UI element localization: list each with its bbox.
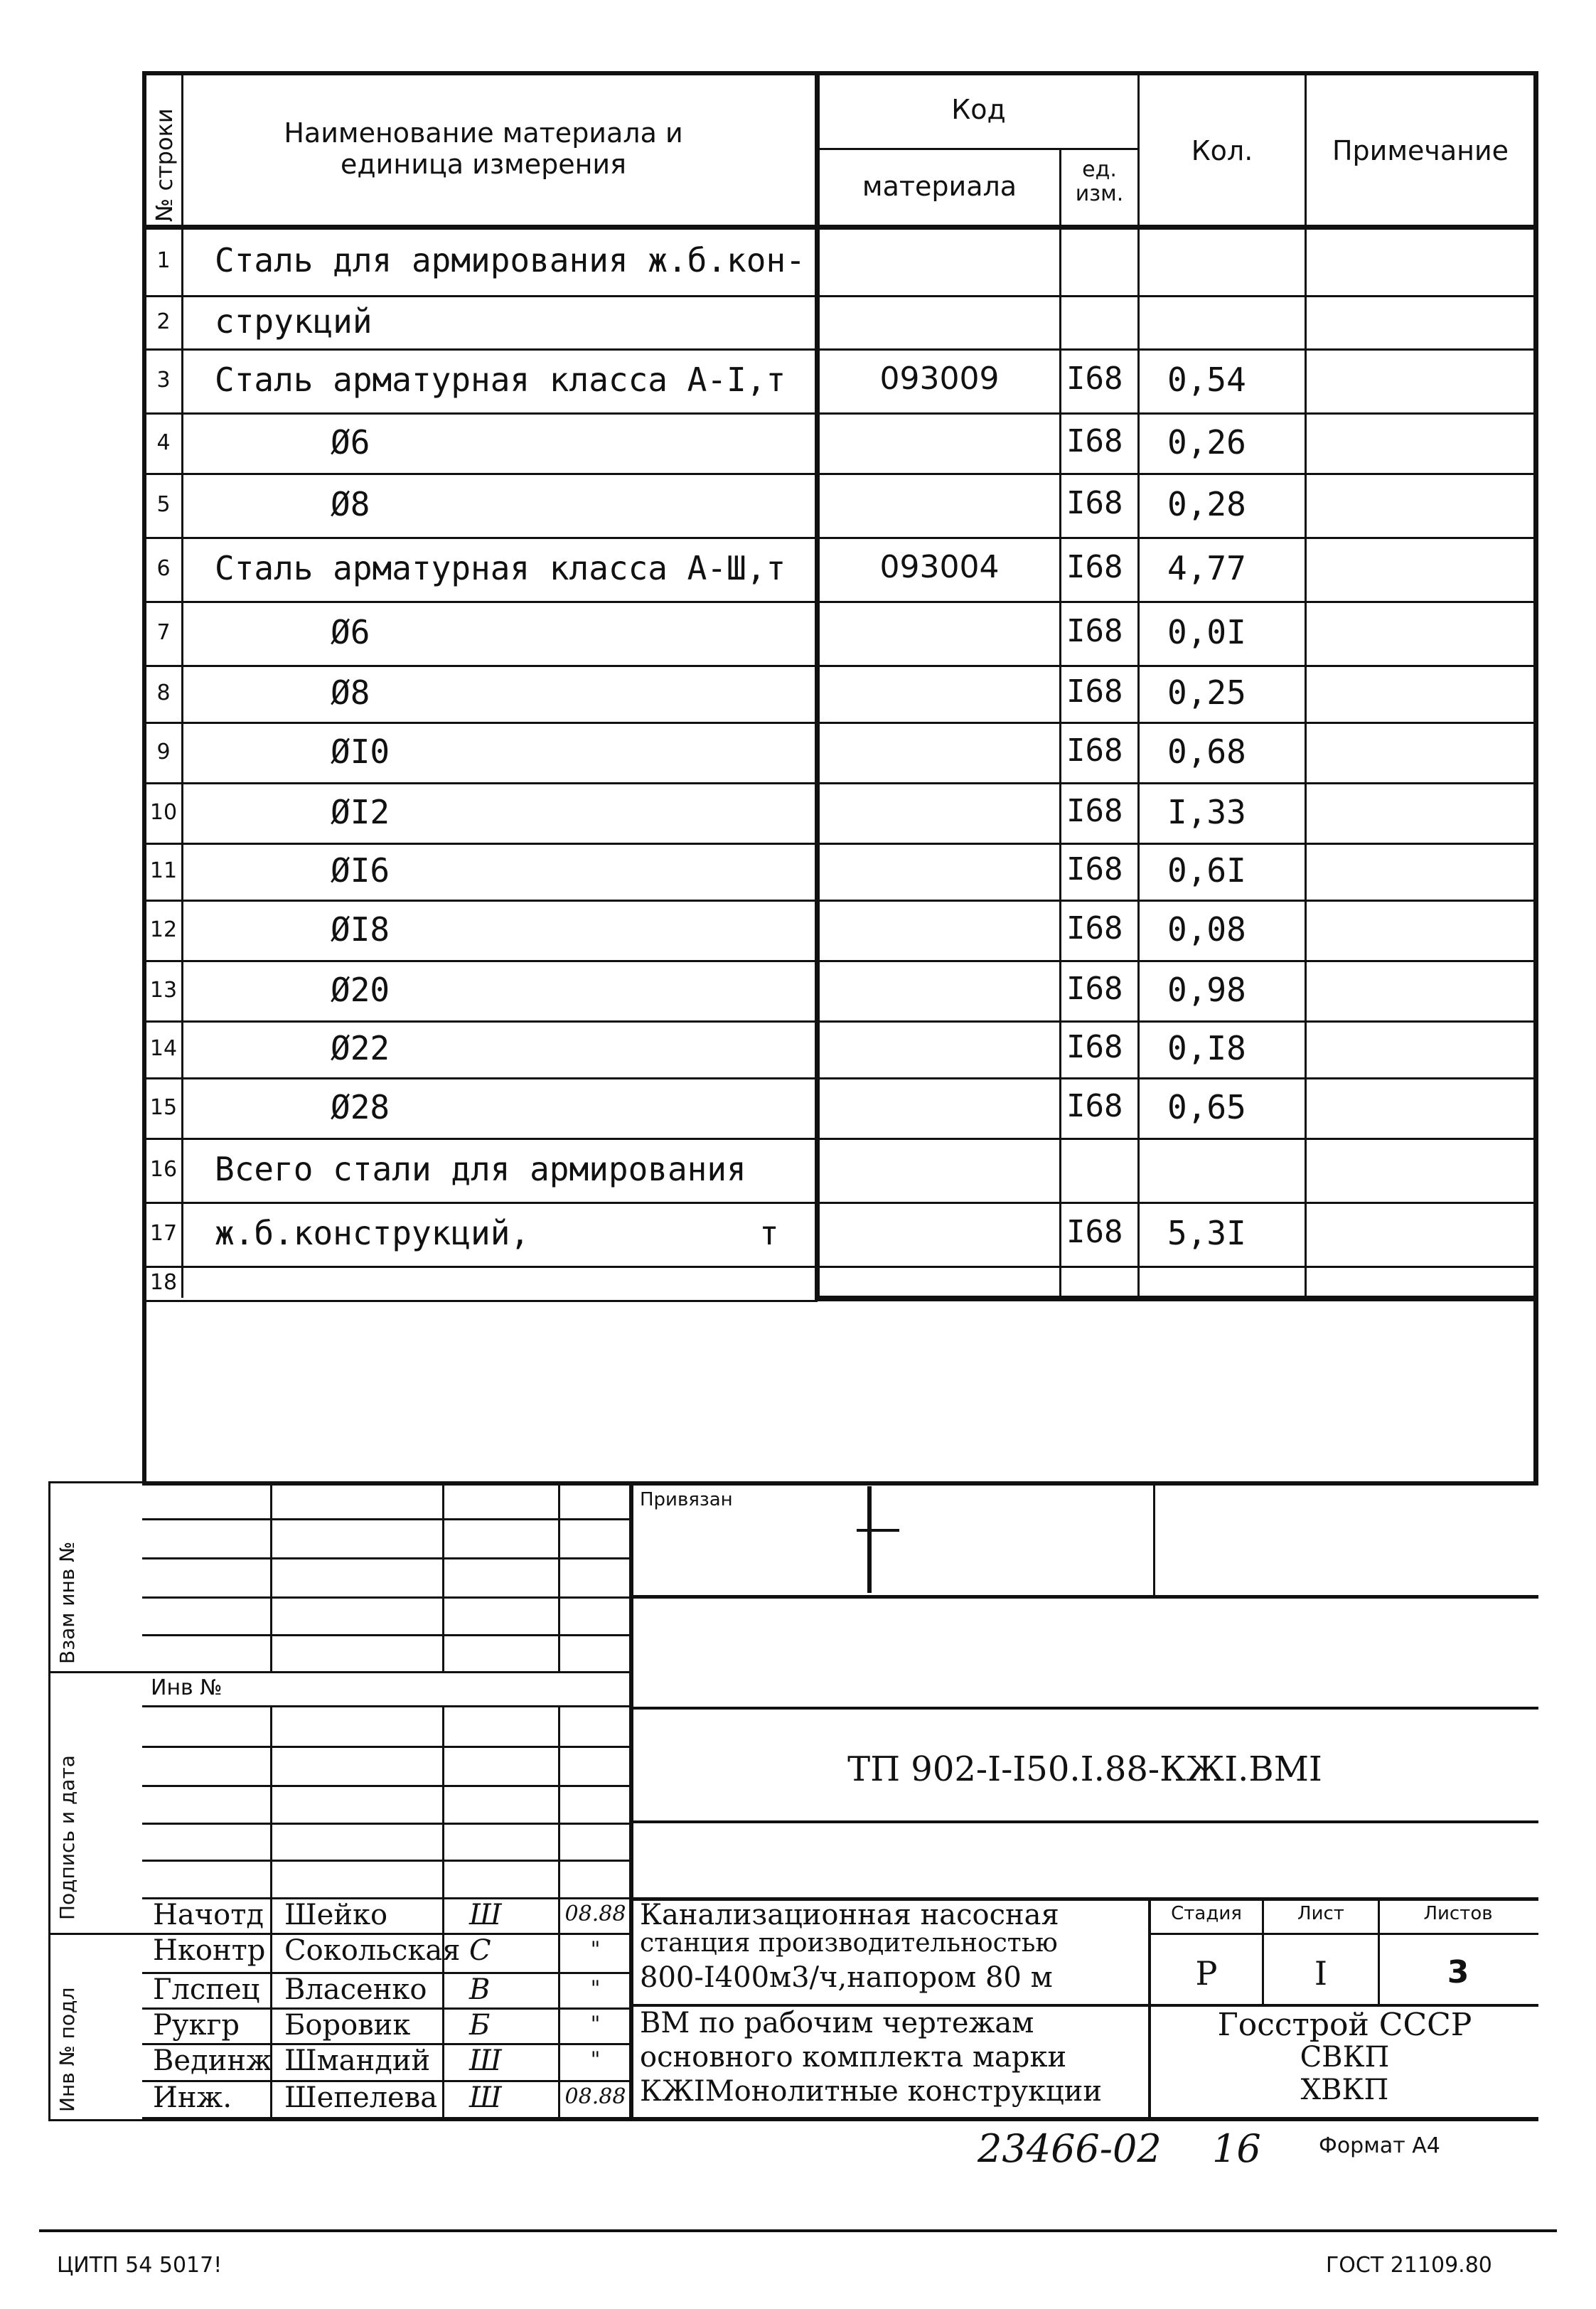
unit-code: I68: [1066, 673, 1123, 710]
signature: Б: [469, 2009, 491, 2042]
unit-code: I68: [1066, 793, 1123, 829]
signatory-role: Инж.: [153, 2081, 232, 2114]
material-name: ØI6: [331, 851, 390, 890]
org-line2: СВКП: [1300, 2041, 1390, 2074]
signature-date: 08.88: [564, 2084, 626, 2109]
header-name-line2: единица измерения: [341, 149, 626, 180]
material-code: 093004: [879, 549, 1000, 585]
quantity: 0,28: [1167, 485, 1246, 523]
signature-date: ": [590, 1937, 601, 1962]
quantity: 0,0I: [1167, 613, 1246, 651]
unit-code: I68: [1066, 423, 1123, 459]
unit-code: I68: [1066, 732, 1123, 769]
material-name: струкций: [215, 302, 373, 341]
unit-code: I68: [1066, 971, 1123, 1007]
row-number: 9: [156, 740, 171, 764]
material-name: Ø8: [331, 673, 370, 712]
material-name: Сталь арматурная класса А-I,т: [215, 361, 786, 399]
signature-date: ": [590, 2012, 601, 2037]
quantity: 0,26: [1167, 423, 1246, 462]
row-number: 4: [156, 430, 171, 455]
side-label-vzam: Взам инв №: [55, 1541, 79, 1664]
inv-label: Инв №: [151, 1675, 223, 1700]
signature: В: [469, 1973, 491, 2006]
doc-code: ТП 902-I-I50.I.88-КЖI.ВМI: [847, 1749, 1322, 1789]
quantity: 0,65: [1167, 1088, 1246, 1126]
signatory-role: Нконтр: [153, 1934, 266, 1967]
quantity: 0,98: [1167, 971, 1246, 1009]
stage-value: Р: [1195, 1954, 1218, 1993]
project-line3: 800-I400м3/ч,напором 80 м: [640, 1961, 1053, 1994]
org-line3: ХВКП: [1300, 2074, 1389, 2106]
signatory-name: Шейко: [284, 1899, 388, 1931]
row-number: 14: [149, 1036, 178, 1061]
row-number: 10: [149, 800, 178, 825]
material-name: Ø28: [331, 1088, 390, 1126]
stamp-mark-cross: [857, 1529, 899, 1532]
header-row-no: № строки: [151, 108, 178, 222]
unit-code: I68: [1066, 361, 1123, 397]
header-code: Код: [951, 94, 1006, 125]
material-name: ж.б.конструкций,: [215, 1214, 530, 1252]
header-name-line1: Наименование материала и: [284, 117, 683, 149]
header-note: Примечание: [1332, 135, 1509, 166]
unit-code: I68: [1066, 1029, 1123, 1065]
material-name: Всего стали для армирования: [215, 1150, 746, 1188]
row-number: 16: [149, 1157, 178, 1182]
signature: Ш: [469, 2081, 502, 2114]
signatory-name: Сокольская: [284, 1934, 461, 1967]
signatory-name: Боровик: [284, 2009, 411, 2042]
unit-code: I68: [1066, 851, 1123, 887]
sheets-label: Листов: [1423, 1903, 1493, 1924]
row-number: 15: [149, 1095, 178, 1120]
side-label-podpis: Подпись и дата: [55, 1755, 79, 1920]
quantity: I,33: [1167, 793, 1246, 831]
stamp-mark: [867, 1486, 872, 1593]
material-name: ØI2: [331, 793, 390, 831]
unit-code: I68: [1066, 613, 1123, 649]
header-code-unit-2: изм.: [1075, 181, 1124, 206]
signatory-role: Начотд: [153, 1899, 264, 1931]
row-number: 17: [149, 1221, 178, 1246]
signature: Ш: [469, 2044, 502, 2077]
material-name: Сталь для армирования ж.б.кон-: [215, 241, 805, 279]
row-number: 13: [149, 978, 178, 1003]
signatory-role: Вединж: [153, 2044, 272, 2077]
unit-code: I68: [1066, 549, 1123, 585]
row-number: 8: [156, 681, 171, 705]
row-number: 3: [156, 368, 171, 393]
signatory-role: Глспец: [153, 1973, 260, 2006]
header-qty: Кол.: [1191, 135, 1253, 166]
quantity: 4,77: [1167, 549, 1246, 587]
header-code-unit-1: ед.: [1082, 157, 1117, 182]
sheet-line3: КЖIМонолитные конструкции: [640, 2075, 1103, 2108]
right-code: ГОСТ 21109.80: [1326, 2253, 1492, 2278]
material-unit-name: т: [759, 1214, 779, 1252]
signatory-name: Шепелева: [284, 2081, 438, 2114]
signature: Ш: [469, 1899, 502, 1931]
row-number: 1: [156, 248, 171, 273]
material-name: Ø6: [331, 423, 370, 462]
quantity: 0,08: [1167, 910, 1246, 949]
sheet-value: I: [1314, 1954, 1328, 1993]
org-line1: Госстрой СССР: [1217, 2007, 1472, 2043]
side-label-inv-podl: Инв № подл: [55, 1987, 79, 2112]
quantity: 5,3I: [1167, 1214, 1246, 1252]
handwritten-number: 23466-02: [978, 2126, 1162, 2171]
material-name: Ø6: [331, 613, 370, 651]
project-line2: станция производительностью: [640, 1929, 1058, 1958]
sheets-value: 3: [1447, 1954, 1469, 1990]
signature-date: 08.88: [564, 1902, 626, 1926]
material-name: Сталь арматурная класса А-Ш,т: [215, 549, 786, 587]
quantity: 0,68: [1167, 732, 1246, 771]
stage-label: Стадия: [1171, 1903, 1242, 1924]
format-label: Формат А4: [1319, 2133, 1440, 2158]
sheet-line2: основного комплекта марки: [640, 2041, 1067, 2074]
header-code-material: материала: [862, 171, 1017, 202]
material-name: Ø20: [331, 971, 390, 1009]
signatory-name: Шмандий: [284, 2044, 431, 2077]
row-number: 11: [149, 858, 178, 883]
row-number: 5: [156, 492, 171, 517]
row-number: 7: [156, 620, 171, 645]
unit-code: I68: [1066, 1214, 1123, 1250]
left-code: ЦИТП 54 5017!: [57, 2253, 223, 2278]
quantity: 0,I8: [1167, 1029, 1246, 1067]
signature-date: ": [590, 1976, 601, 2001]
signature: С: [469, 1934, 491, 1967]
material-name: ØI8: [331, 910, 390, 949]
signatory-role: Рукгр: [153, 2009, 240, 2042]
row-number: 18: [149, 1270, 178, 1295]
sheet-line1: ВМ по рабочим чертежам: [640, 2007, 1034, 2039]
unit-code: I68: [1066, 1088, 1123, 1124]
signature-date: ": [590, 2047, 601, 2072]
quantity: 0,25: [1167, 673, 1246, 712]
handwritten-page: 16: [1212, 2126, 1261, 2171]
material-name: Ø22: [331, 1029, 390, 1067]
material-name: Ø8: [331, 485, 370, 523]
material-name: ØI0: [331, 732, 390, 771]
unit-code: I68: [1066, 485, 1123, 521]
quantity: 0,54: [1167, 361, 1246, 399]
project-line1: Канализационная насосная: [640, 1899, 1059, 1931]
privyazan-label: Привязан: [640, 1489, 733, 1510]
row-number: 12: [149, 917, 178, 942]
material-code: 093009: [879, 361, 1000, 397]
row-number: 2: [156, 309, 171, 334]
quantity: 0,6I: [1167, 851, 1246, 890]
signatory-name: Власенко: [284, 1973, 427, 2006]
sheet-label: Лист: [1297, 1903, 1344, 1924]
unit-code: I68: [1066, 910, 1123, 946]
row-number: 6: [156, 556, 171, 581]
